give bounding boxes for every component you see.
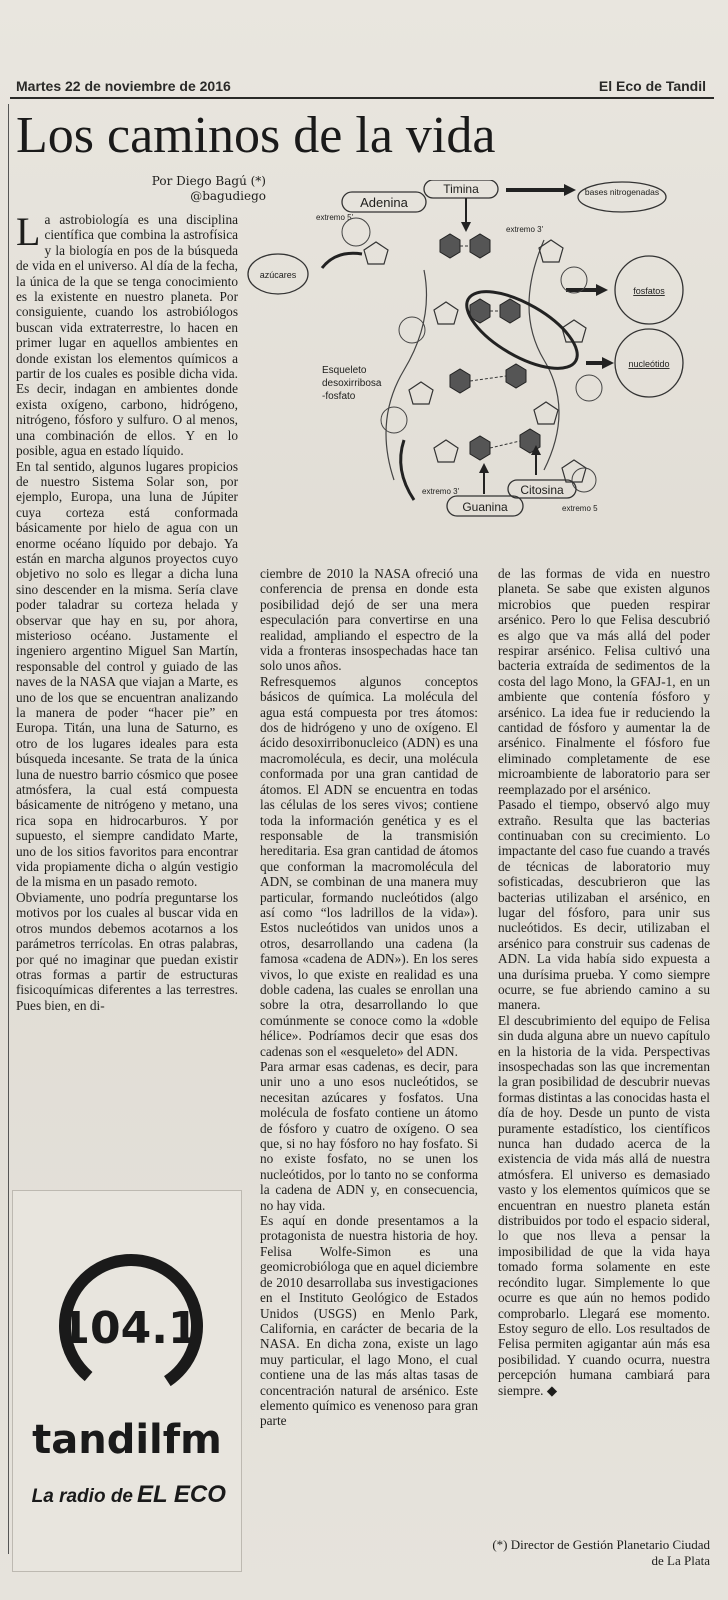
paragraph: Para armar esas cadenas, es decir, para unir uno a uno esos nucleótidos, se necesitan azúcares y fosfatos. Una molécula de fosfato contiene un átomo de fósforo y cuatro de oxígeno. O sea que, si no hay fósforo no hay fosfato. Si no existe fosfato, no se unen los nucleótidos, por lo tanto no se conforma la cadena de ADN y, en consecuencia, no hay vida. (260, 1059, 478, 1213)
sugar-ring (434, 302, 458, 324)
sugar-ring (434, 440, 458, 462)
arrow-curve (401, 440, 414, 500)
paragraph: Pasado el tiempo, observó algo muy extraño. Resulta que las bacterias continuaban con su crecimiento. Lo impactante del caso fue cuando a través de técnicas de laboratorio muy sofisticadas, descubrieron que las bacterias utilizaban el arsénico, en lugar del fósforo, para unir sus nucleótidos. Es decir, utilizaban el arsénico para construir sus cadenas de ADN. La vida había sido expuesta a una durísima prueba. Y como siempre ocurre, se fue abriendo camino a su manera. (498, 797, 710, 1013)
sugar-ring (364, 242, 388, 264)
paragraph: ciembre de 2010 la NASA ofreció una conferencia de prensa en donde esta posibilidad dejó de ser una mera especulación para convertirse en una realidad, ampliando el espectro de la vida a fronteras insospechadas hace tan solo unos años. (260, 566, 478, 674)
label-fosfatos: fosfatos (633, 286, 665, 296)
paragraph: Obviamente, uno podría preguntarse los motivos por los cuales al buscar vida en otros mundos debemos acotarnos a los parámetros terrícolas. En otras palabras, por qué no imaginar que puedan existir otras formas a partir de estructuras fisicoquímicas diferentes a las terrestres. Pues bien, en di- (16, 889, 238, 1013)
paragraph: La astrobiología es una disciplina científica que combina la astrofísica y la biología en pos de la búsqueda de vida en el universo. Al día de la fecha, la única de la que se tenga conocimiento es la existente en nuestro planeta. Por consiguiente, cuando los astrobiólogos buscan vida extraterrestre, lo hacen en primer lugar en aquellos ambientes en donde existan los elementos químicos a partir de los cuales es posible dicha vida. Es decir, indagan en ambientes donde exista oxígeno, carbono, hidrógeno, nitrógeno, fósforo y sulfuro. O al menos, una combinación de ellos. Y en lo posible, agua en estado líquido. (16, 209, 238, 459)
arrow-fosfatos-head (596, 284, 608, 296)
paragraph: El descubrimiento del equipo de Felisa sin duda alguna abre un nuevo capítulo en la historia de la vida. Perspectivas insospechadas son las que incrementan la gran posibilidad de descubrir nuevas formas distintas a las conocidas hasta el día de hoy. Desde un punto de vista puramente estadístico, los científicos nunca han dudado acerca de la existencia de vida más allá de nuestra atmósfera. El universo es demasiado vasto y los elementos químicos que se encuentran en nuestro planeta están distribuidos por todo el espacio sideral, lo que nos lleva a pensar la imposibilidad de que la vida haya tomado forma solamente en este recóndito lugar. Simplemente lo que ocurre es que aún no hemos podido comprobarlo. Llegará ese momento. Estoy seguro de ello. Los resultados de Felisa permiten agigantar aún más esa posibilidad. Y cuando ocurra, nuestra percepción humana cambiará para siempre. ◆ (498, 1012, 710, 1398)
sugar-ring (562, 460, 586, 482)
ad-tagline-prefix: La radio de (31, 1486, 133, 1507)
paragraph: Refresquemos algunos conceptos básicos de química. La molécula del agua está compuesta por tres átomos: dos de hidrógeno y uno de oxígeno. El ácido desoxirribonucleico (ADN) es una macromolécula, es decir, una molécula conformada por una gran cantidad de átomos. El ADN se encuentra en todas las células de los seres vivos; contiene toda la información genética y es el responsable de la transmisión hereditaria. Esa gran cantidad de átomos que conforman la macromolécula del ADN, se combinan de una manera muy particular, formando nucleótidos (algo así como “los ladrillos de la vida»). Estos nucleótidos van unidos unos a otros, desarrollando una cadena (la famosa «cadena de ADN»). En los seres vivos, lo que existe en realidad es una doble cadena, las cuales se enrollan una sobre la otra, desarrollando lo que comúnmente se conoce como la «doble hélice». Podríamos decir que esas dos cadenas son el «esqueleto» del ADN. (260, 673, 478, 1059)
issue-date: Martes 22 de noviembre de 2016 (16, 78, 231, 94)
label-extremo5-top: extremo 5' (316, 213, 354, 222)
backbone-left (386, 270, 427, 480)
article-title: Los caminos de la vida (16, 107, 496, 164)
article-column-2 (260, 566, 478, 1429)
label-esqueleto-2: desoxirribosa (322, 378, 382, 389)
phosphate-circle (342, 218, 370, 246)
h-bond (490, 441, 520, 448)
paragraph: de las formas de vida en nuestro planeta. Se sabe que existen algunos microbios que pueden respirar arsénico. Pero lo que Felisa descubrió es algo que va más allá del poder respirar arsénico. Felisa cultivó una bacteria extraída de sedimentos de la costa del lago Mono, la GFAJ-1, en un ambiente que contenía fósforo y arsénico. La idea fue ir reduciendo la cantidad de fósforo y aumentar la de arsénico. Finalmente el fósforo fue eliminado completamente de ese microambiente de laboratorio para ser reemplazado por el arsénico. (498, 566, 710, 797)
base-ring (450, 369, 470, 393)
byline-handle: @bagudiego (190, 189, 266, 203)
label-esqueleto-3: -fosfato (322, 391, 356, 402)
dna-diagram (244, 180, 714, 558)
phosphate-circle (381, 407, 407, 433)
label-timina: Timina (443, 182, 479, 196)
paragraph: Es aquí en donde presentamos a la protagonista de nuestra historia de hoy. Felisa Wolfe-Simon es una geomicrobióloga que en aquel diciembre de 2010 desarrollaba sus investigaciones en el Instituto Geológico de Estados Unidos (USGS) en Menlo Park, California, en carácter de becaria de la NASA. En dicha zona, existe un lago muy particular, el lago Mono, el cual contiene una de las más altas tasas de concentración natural de arsénico. Este elemento químico es venenoso para gran parte (260, 1213, 478, 1429)
label-citosina: Citosina (520, 483, 564, 497)
label-extremo3-bottom: extremo 3' (422, 487, 460, 496)
sugar-ring (409, 382, 433, 404)
radio-ad (12, 1190, 242, 1572)
radio-ad-graphic (13, 1191, 241, 1571)
arrow-azucares (322, 253, 362, 268)
arrow-bases-head (564, 184, 576, 196)
label-extremo5-bottom: extremo 5 (562, 504, 598, 513)
base-ring (506, 364, 526, 388)
label-bases: bases nitrogenadas (584, 187, 660, 197)
sugar-ring (534, 402, 558, 424)
base-ring (440, 234, 460, 258)
h-bond (470, 376, 506, 381)
masthead-rule (10, 97, 714, 99)
label-azucares: azúcares (259, 270, 297, 280)
paragraph: En tal sentido, algunos lugares propicios de nuestro Sistema Solar son, por ejemplo, Europa, una luna de Júpiter cuya corteza está conformada básicamente por hielo de agua con un enorme océano líquido por debajo. Ya están en marcha algunos proyectos cuyo objetivo no solo es llegar a dicha luna sino descender en la misma. Sería clave poder taladrar su corteza helada y observar que hay en su, por ahora, misterioso océano. Justamente el ingeniero argentino Miguel San Martín, responsable del control y guiado de las naves de la NASA que viajan a Marte, es uno de los que se encuentran analizando la manera de poder “hacer pie” en Europa. Titán, una luna de Saturno, es otro de los lugares ideales para esta búsqueda incesante. Se trata de la única luna de nuestro barrio cósmico que posee atmósfera, la cual está compuesta básicamente de nitrógeno y metano, una rica sopa en hidrocarburos. Y por supuesto, el siempre candidato Marte, uno de los sitios favoritos para encontrar vida propiamente dicha o algún vestigio de la misma en un pasado remoto. (16, 458, 238, 890)
label-esqueleto-1: Esqueleto (322, 365, 367, 376)
base-ring (470, 234, 490, 258)
base-ring (470, 436, 490, 460)
ad-tagline-brand: EL ECO (137, 1481, 226, 1508)
ad-frequency: 104.1 (59, 1303, 199, 1354)
arrow-guanina-head (479, 463, 489, 473)
arrow-nucleotido-head (602, 357, 614, 369)
arrow-timina-head (461, 222, 471, 232)
newspaper-name: El Eco de Tandil (598, 78, 706, 94)
label-adenina: Adenina (360, 195, 408, 210)
label-extremo3-top: extremo 3' (506, 225, 544, 234)
article-column-3 (498, 566, 710, 1398)
ad-brand: tandilfm (32, 1417, 222, 1463)
label-guanina: Guanina (462, 500, 508, 514)
phosphate-circle (576, 375, 602, 401)
byline-author: Por Diego Bagú (*) (151, 174, 266, 188)
dropcap: L (16, 209, 41, 254)
article-column-1 (16, 209, 238, 1013)
label-nucleotido: nucleótido (628, 359, 670, 369)
left-column-rule (8, 104, 9, 1554)
base-ring (500, 299, 520, 323)
byline (16, 174, 266, 204)
author-footnote: (*) Director de Gestión Planetario Ciudad de La Plata (492, 1537, 710, 1568)
